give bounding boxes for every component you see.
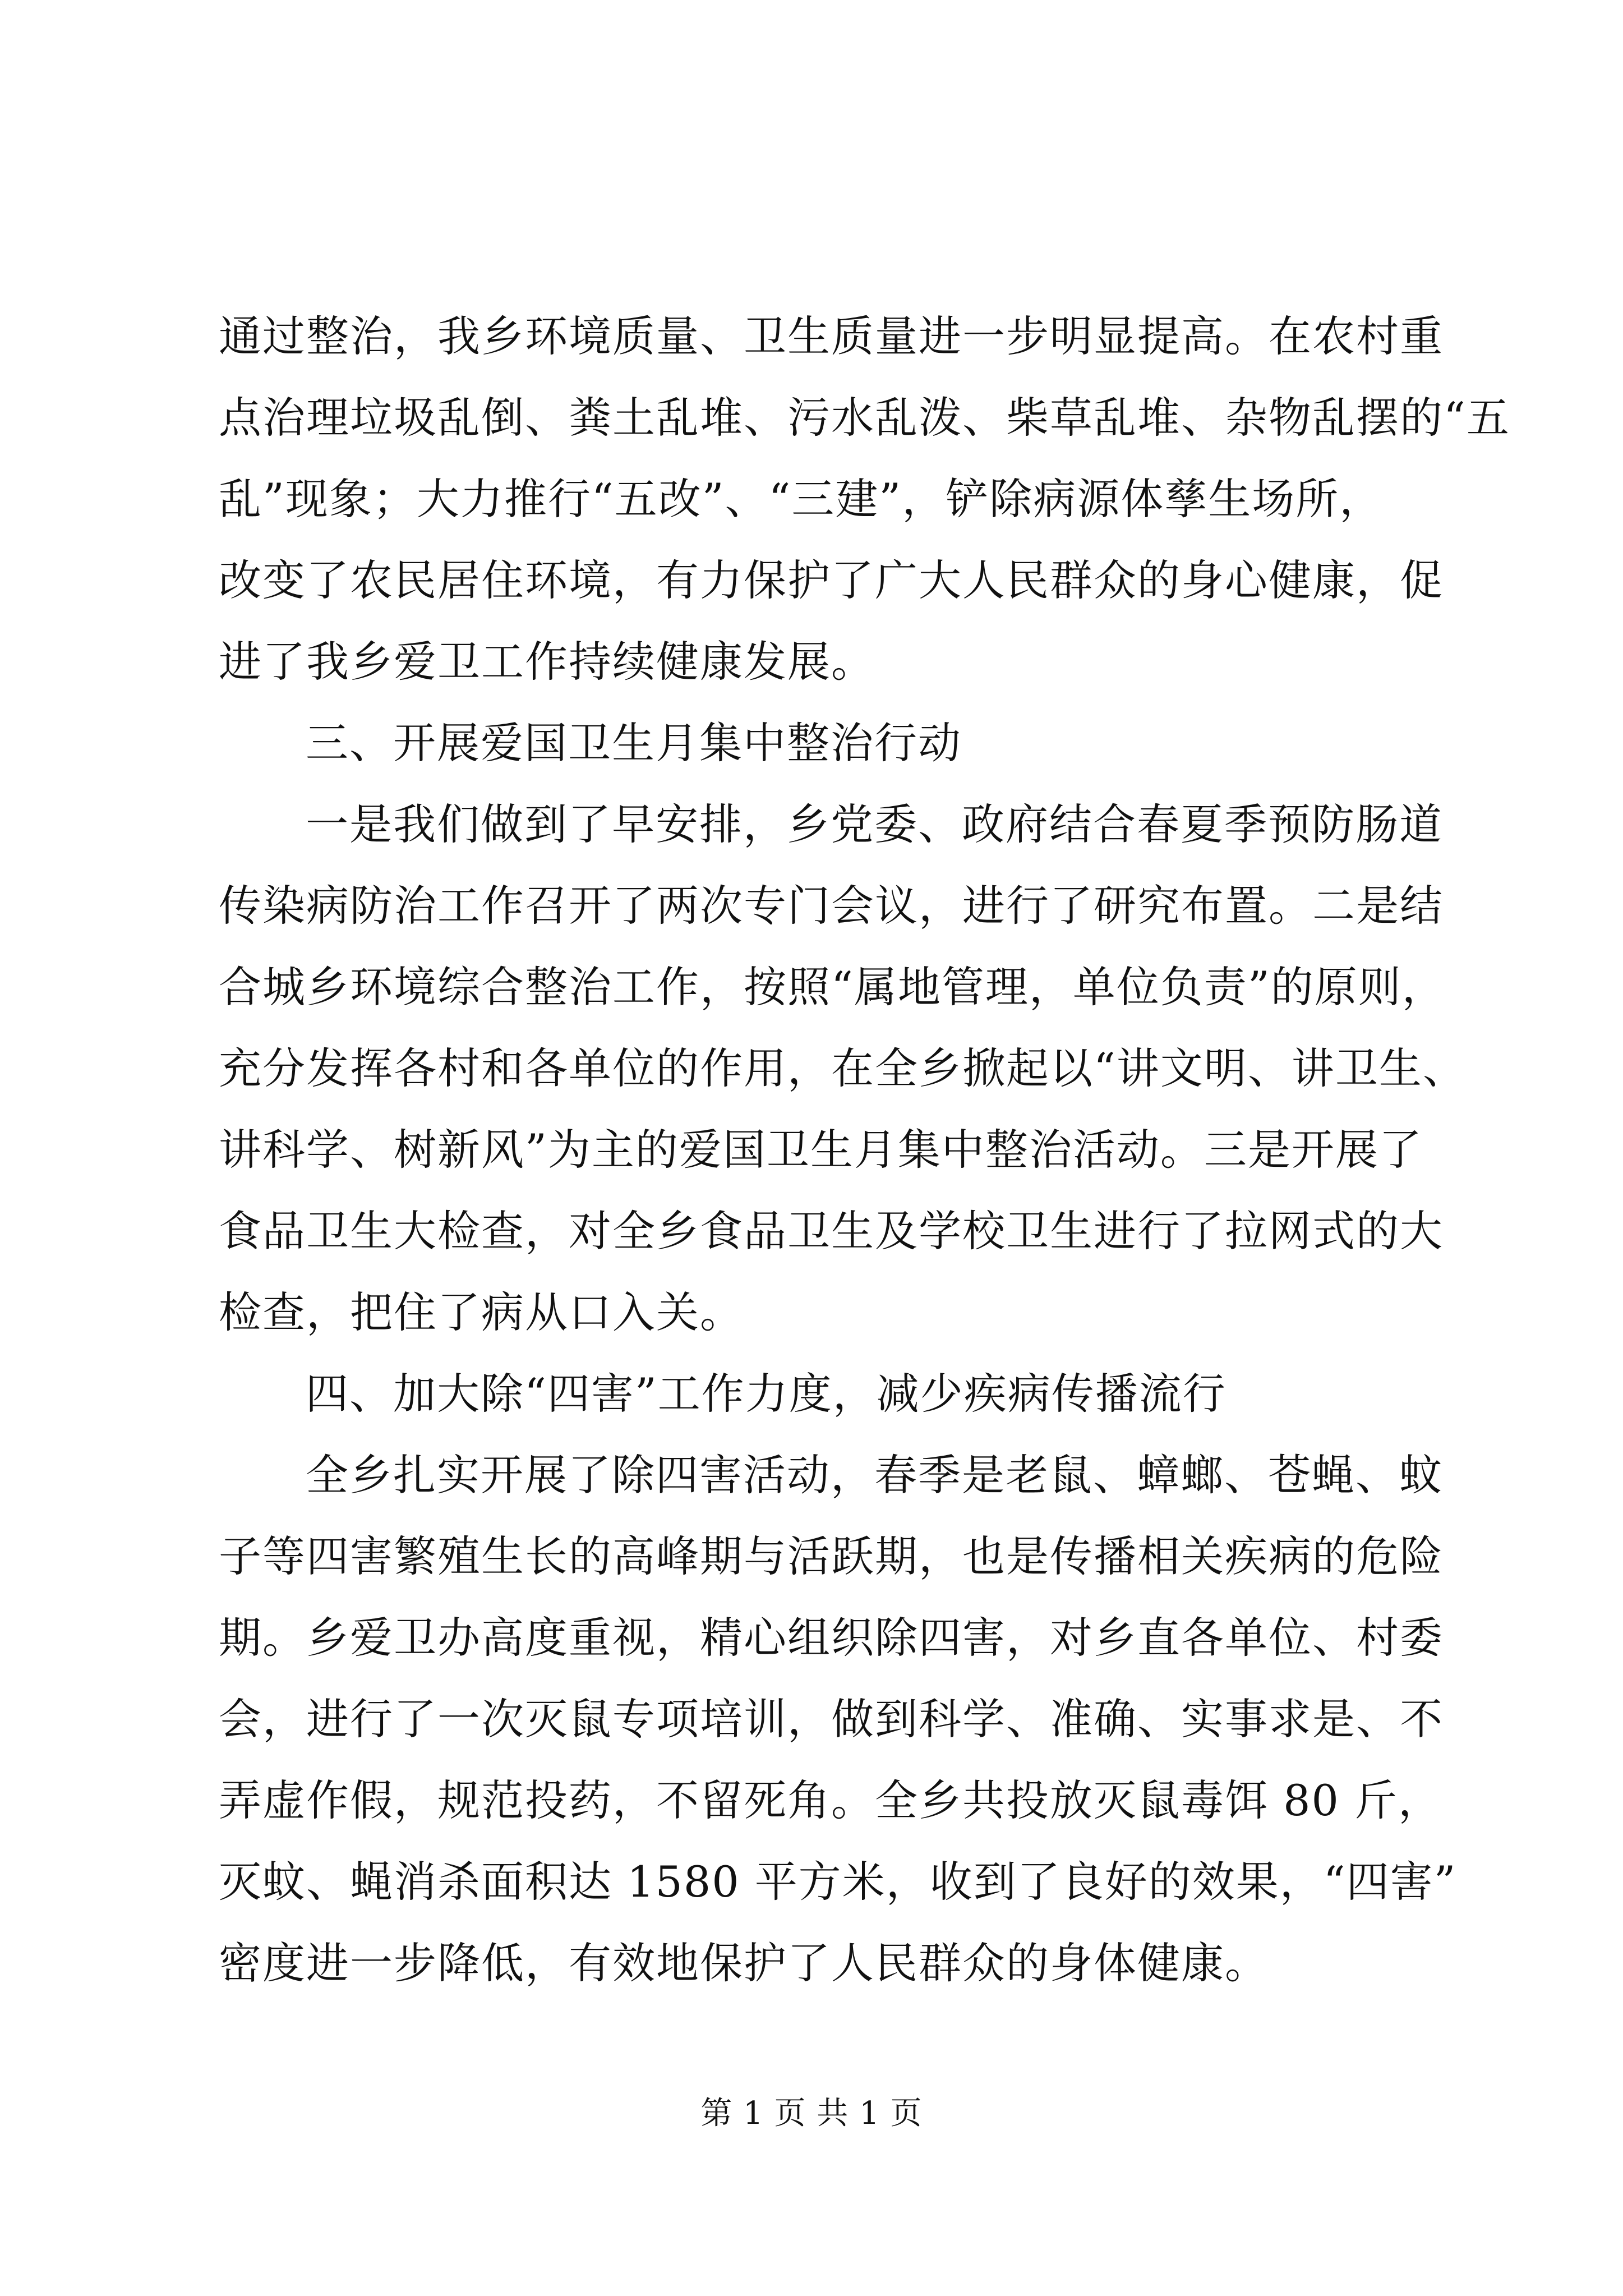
section-heading: 四、加大除“四害”工作力度，减少疾病传播流行 [306, 1369, 1227, 1419]
body-line: 会，进行了一次灭鼠专项培训，做到科学、准确、实事求是、不 [219, 1694, 1444, 1744]
body-line: 全乡扎实开展了除四害活动，春季是老鼠、蟑螂、苍蝇、蚊 [306, 1450, 1443, 1500]
body-line: 合城乡环境综合整治工作，按照“属地管理，单位负责”的原则， [219, 962, 1446, 1012]
body-line: 密度进一步降低，有效地保护了人民群众的身体健康。 [219, 1938, 1269, 1988]
body-line: 改变了农民居住环境，有力保护了广大人民群众的身心健康，促 [219, 555, 1444, 605]
section-heading: 三、开展爱国卫生月集中整治行动 [306, 718, 962, 768]
body-line: 通过整治，我乡环境质量、卫生质量进一步明显提高。在农村重 [219, 311, 1444, 361]
body-line: 点治理垃圾乱倒、粪土乱堆、污水乱泼、柴草乱堆、杂物乱摆的“五 [219, 393, 1510, 443]
body-line: 子等四害繁殖生长的高峰期与活跃期，也是传播相关疾病的危险 [219, 1531, 1444, 1581]
body-line: 充分发挥各村和各单位的作用，在全乡掀起以“讲文明、讲卫生、 [219, 1043, 1467, 1093]
body-line: 进了我乡爱卫工作持续健康发展。 [219, 637, 875, 687]
body-line: 讲科学、树新风”为主的爱国卫生月集中整治活动。三是开展了 [219, 1125, 1423, 1175]
body-line: 传染病防治工作召开了两次专门会议，进行了研究布置。二是结 [219, 881, 1444, 931]
body-line: 一是我们做到了早安排，乡党委、政府结合春夏季预防肠道 [306, 799, 1443, 849]
page-footer: 第 1 页 共 1 页 [700, 2095, 923, 2132]
body-line: 期。乡爱卫办高度重视，精心组织除四害，对乡直各单位、村委 [219, 1613, 1444, 1663]
body-line: 灭蚊、蝇消杀面积达 1580 平方米，收到了良好的效果，“四害” [219, 1857, 1457, 1907]
body-line: 乱”现象；大力推行“五改”、“三建”，铲除病源体孳生场所， [219, 474, 1384, 524]
body-line: 食品卫生大检查，对全乡食品卫生及学校卫生进行了拉网式的大 [219, 1206, 1444, 1256]
body-line: 弄虚作假，规范投药，不留死角。全乡共投放灭鼠毒饵 80 斤， [219, 1775, 1442, 1825]
body-line: 检查，把住了病从口入关。 [219, 1287, 744, 1337]
